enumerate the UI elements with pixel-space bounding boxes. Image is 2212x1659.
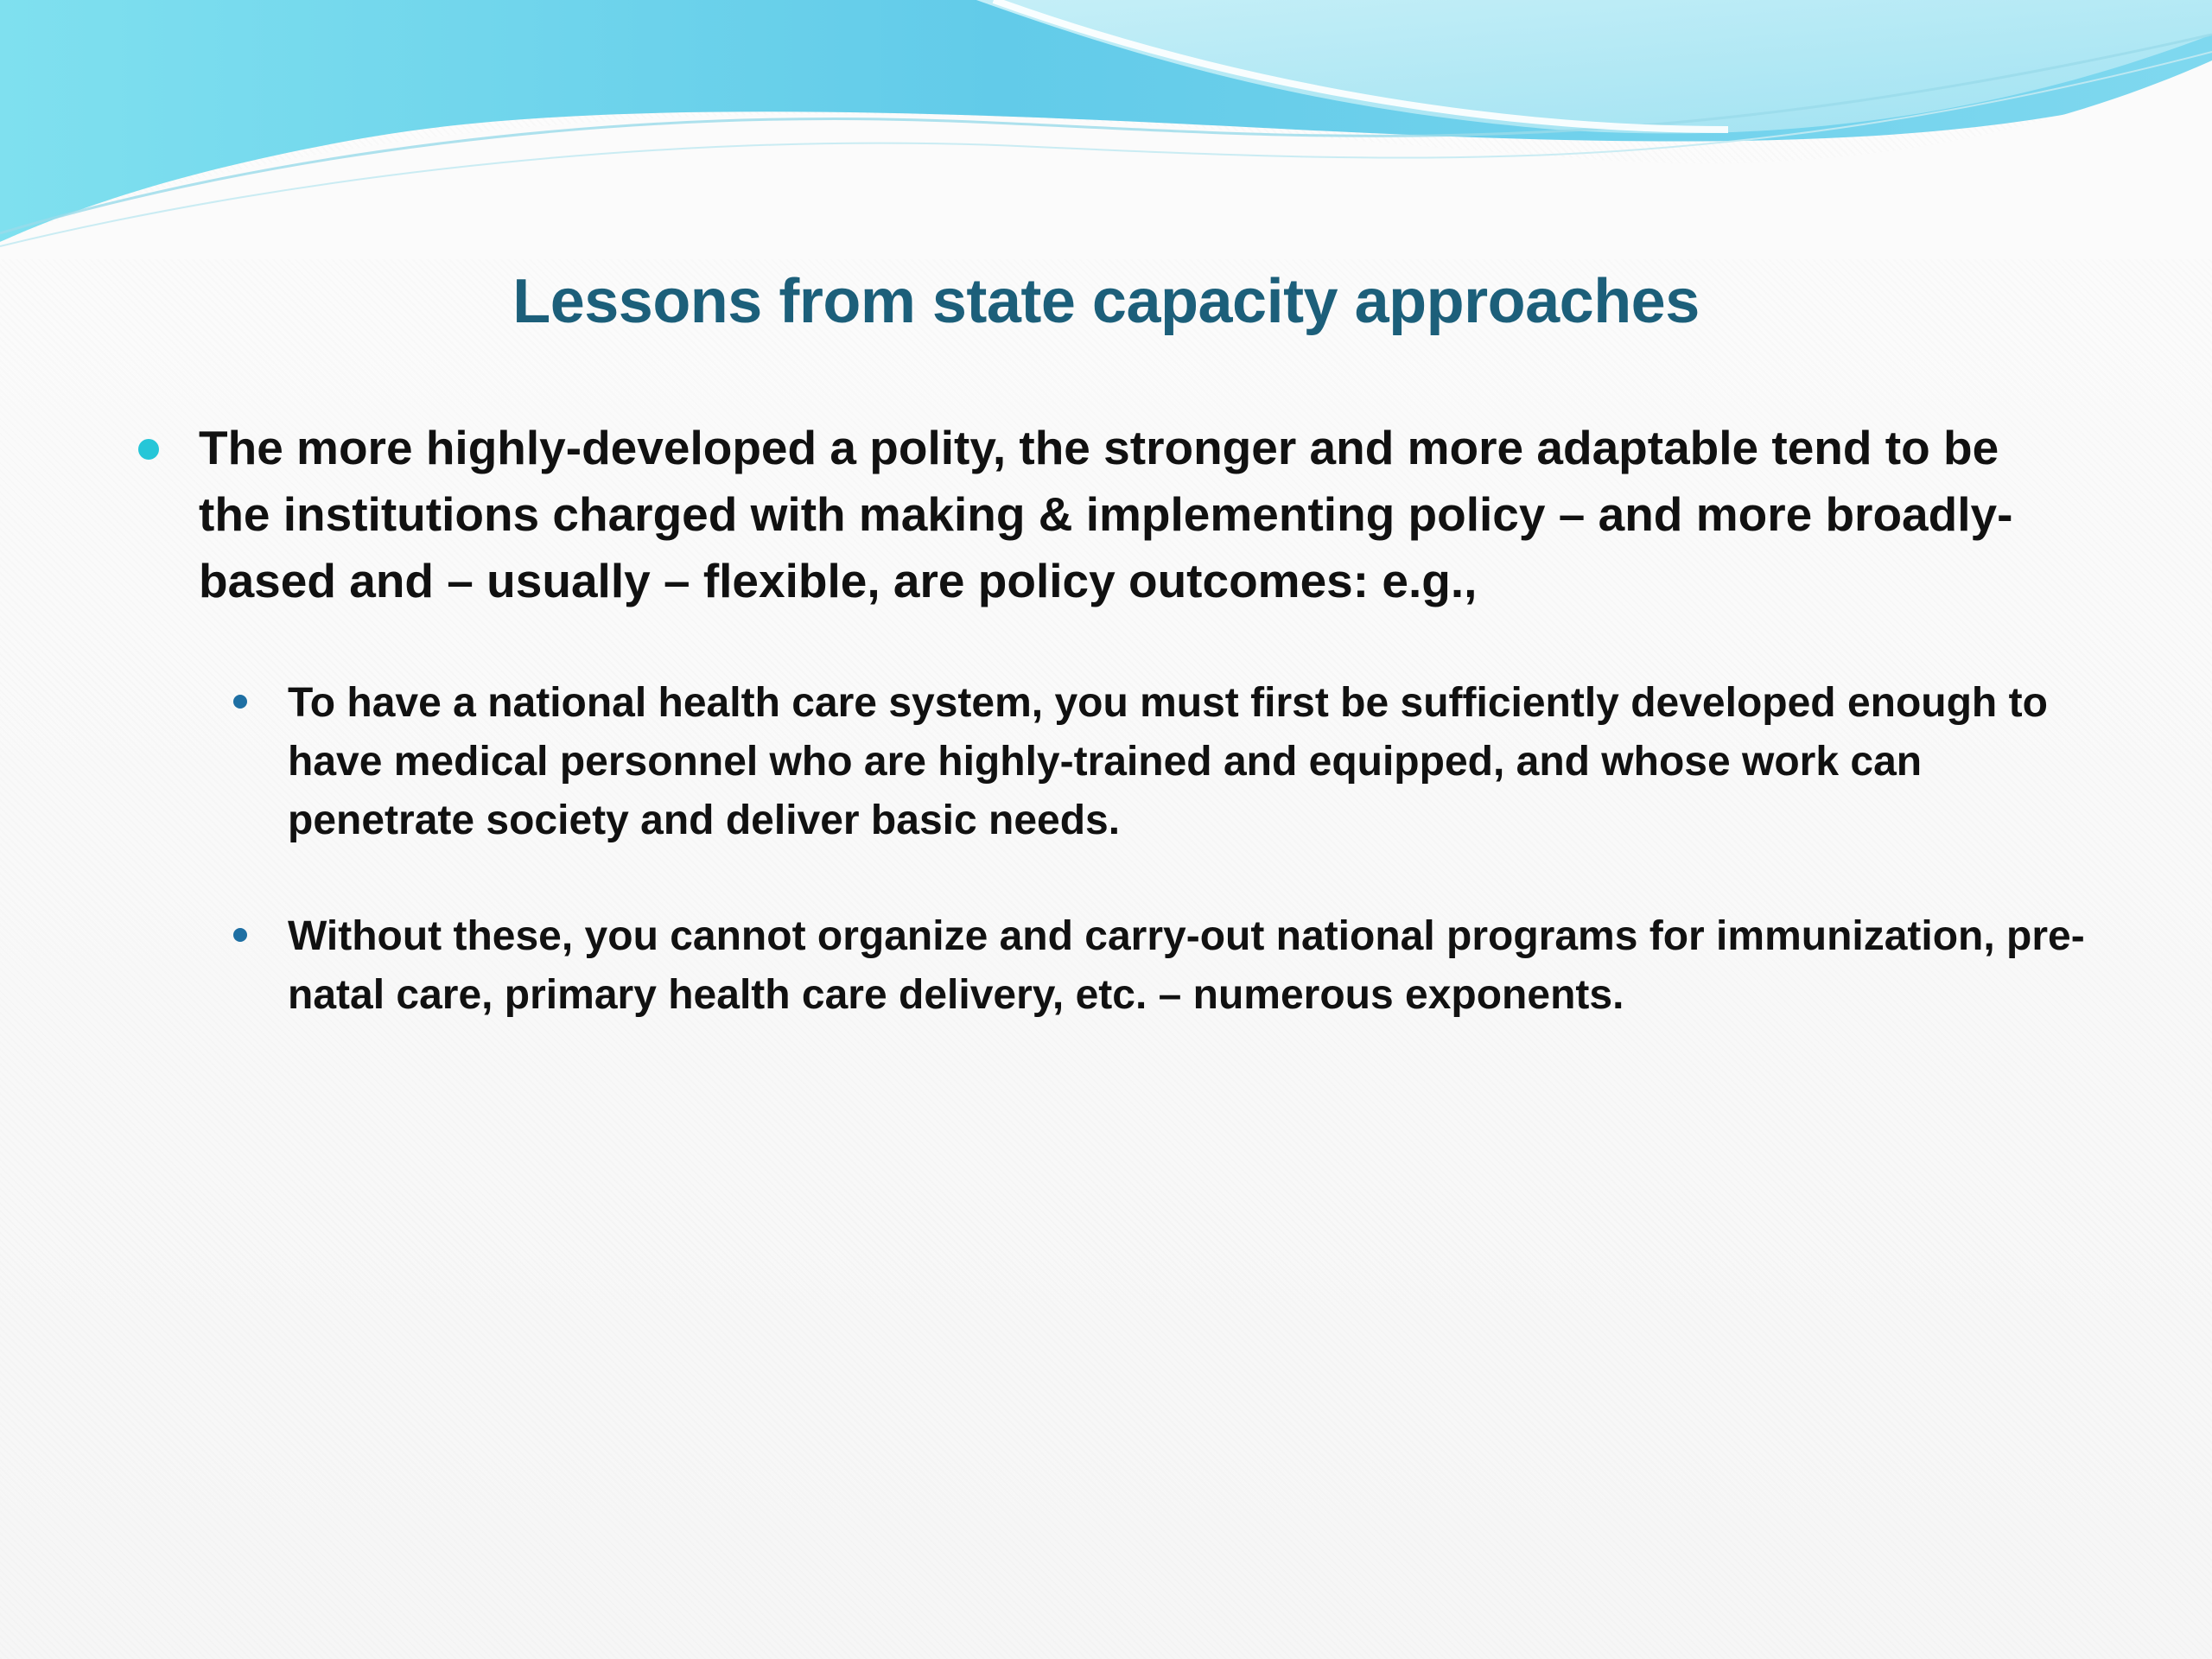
bullet-point: The more highly-developed a polity, the stronger and more adaptable tend to be the institutions charged with making & implementing policy – and more broadly-based and – usually – flexible, are policy outcomes: e.g., xyxy=(199,421,2013,607)
wave-decoration-icon xyxy=(0,0,2212,259)
slide-title: Lessons from state capacity approaches xyxy=(512,267,1700,336)
bullet-dot-icon xyxy=(138,439,159,460)
sub-bullet-point: To have a national health care system, you must first be sufficiently developed enough to have medical personnel who are highly-trained and equipped, and whose work can penetrate society and deliver basic needs. xyxy=(288,680,2048,843)
sub-bullet-dot-icon xyxy=(233,695,247,709)
sub-bullet-dot-icon xyxy=(233,928,247,942)
sub-bullet-point: Without these, you cannot organize and carry-out national programs for immunization, pre-natal care, primary health care delivery, etc. – numerous exponents. xyxy=(288,913,2085,1018)
